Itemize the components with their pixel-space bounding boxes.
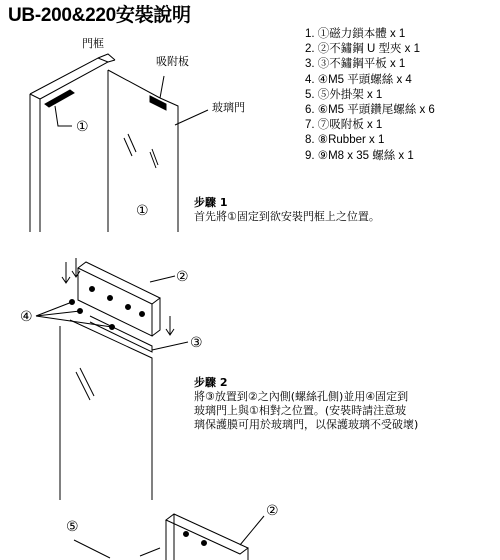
callout-5: ⑤ [66,519,79,535]
parts-list-item: 5. ⑤外掛架 x 1 [305,88,383,101]
parts-list-item: 8. ⑧Rubber x 1 [305,134,385,147]
parts-list-item: 2. ②不鏽鋼 U 型夾 x 1 [305,43,421,56]
callout-2-fig3: ② [266,503,279,519]
parts-list-item: 7. ⑦吸附板 x 1 [305,119,383,132]
callout-3: ③ [190,335,203,351]
callout-1-lock: ① [76,119,89,135]
parts-list-item: 9. ⑨M8 x 35 螺絲 x 1 [305,149,414,162]
step1-block [194,196,380,224]
step2-block [194,376,418,432]
step2-line: 將③放置到②之內側(螺絲孔側)並用④固定到 [194,390,409,403]
parts-list-item: 3. ③不鏽鋼平板 x 1 [305,58,406,71]
document-title: UB-200&220安裝說明 [8,5,191,26]
label-adsorption-plate: 吸附板 [156,55,189,68]
figure2-drawing [36,258,188,500]
figure1-drawing [30,54,208,232]
label-door-frame: 門框 [82,37,104,50]
callout-4: ④ [20,309,33,325]
step2-line: 璃保護膜可用於玻璃門，以保護玻璃不受破壞) [194,418,419,431]
parts-list-item: 6. ⑥M5 平頭鑽尾螺絲 x 6 [305,104,435,117]
step1-title: 步驟 1 [194,196,228,209]
callout-1-bottom: ① [136,203,149,219]
step2-line: 玻璃門上與①相對之位置。(安裝時請注意玻 [194,404,407,417]
step2-title: 步驟 2 [194,376,228,389]
parts-list-item: 4. ④M5 平頭螺絲 x 4 [305,73,412,86]
callout-2: ② [176,269,189,285]
figure3-drawing [74,514,264,560]
parts-list-item: 1. ①磁力鎖本體 x 1 [305,28,406,40]
step1-text: 首先將①固定到欲安裝門框上之位置。 [194,210,380,223]
label-glass-door: 玻璃門 [212,101,245,114]
